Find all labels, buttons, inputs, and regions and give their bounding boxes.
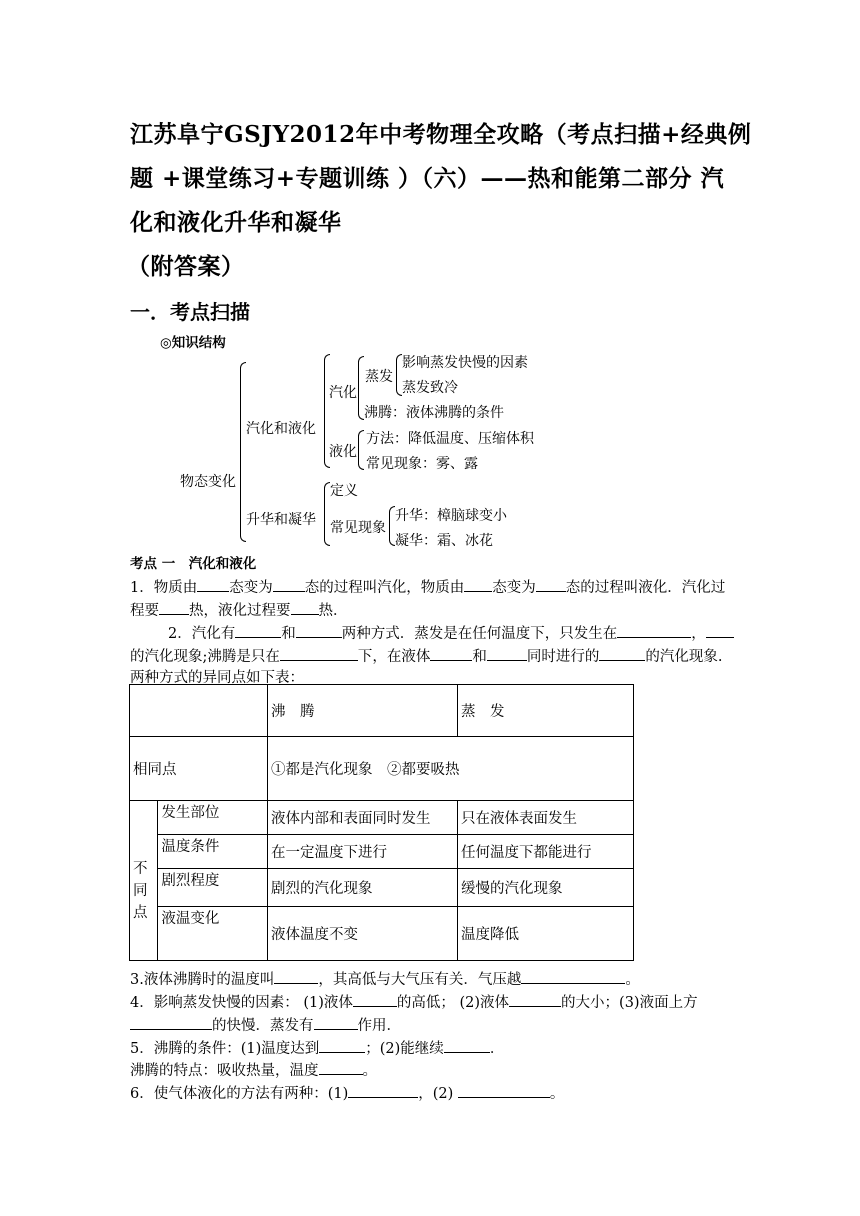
doc-title-line-2: 题 +课堂练习+专题训练 ）（六）——热和能第二部分 汽 [130, 165, 725, 192]
tree-definition: 定义 [330, 483, 358, 499]
point1-heading: 考点 一 汽化和液化 [130, 556, 257, 572]
tree-vap-liq: 汽化和液化 [246, 421, 316, 437]
blank[interactable] [599, 660, 645, 661]
table-cell: 任何温度下都能进行 [458, 835, 634, 869]
question-2-line-3: 两种方式的异同点如下表： [130, 670, 304, 686]
tree-boiling: 沸腾：液体沸腾的条件 [364, 405, 504, 421]
table-row [130, 835, 634, 869]
doc-title-line-1: 江苏阜宁GSJY2012年中考物理全攻略（考点扫描+经典例 [130, 121, 752, 148]
blank[interactable] [464, 591, 492, 592]
table-cell: 液体内部和表面同时发生 [268, 801, 458, 835]
blank[interactable] [536, 591, 566, 592]
knowledge-heading: ◎知识结构 [160, 335, 226, 351]
blank[interactable] [521, 983, 625, 984]
table-cell: 液体温度不变 [268, 907, 458, 961]
tree-deposition: 凝华：霜、冰花 [395, 533, 493, 549]
question-2-line-2: 的汽化现象;沸腾是只在 下，在液体 和 同时进行的 的汽化现象. [130, 649, 723, 665]
tree-evap-cooling: 蒸发致冷 [402, 380, 458, 396]
question-1-line-2: 程要 热，液化过程要 热． [130, 603, 348, 619]
question-2-line-1: 2．汽化有 和 两种方式．蒸发是在任何温度下，只发生在 ， [168, 622, 734, 643]
doc-title-line-3: 化和液化升华和凝华 [130, 209, 342, 236]
tree-sub-dep: 升华和凝华 [246, 512, 316, 528]
blank[interactable] [444, 1052, 490, 1053]
table-cell: 温度降低 [458, 907, 634, 961]
question-3: 3.液体沸腾时的温度叫 ，其高低与大气压有关．气压越 。 [130, 972, 640, 988]
tree-root: 物态变化 [180, 474, 236, 490]
blank[interactable] [509, 1006, 561, 1007]
table-cell: 缓慢的汽化现象 [458, 869, 634, 907]
table-row-label: 剧烈程度 [158, 869, 268, 907]
blank[interactable] [274, 983, 318, 984]
table-row [130, 737, 634, 801]
tree-evaporation: 蒸发 [365, 369, 393, 385]
question-6: 6．使气体液化的方法有两种：(1) ，(2) 。 [130, 1086, 565, 1102]
tree-common: 常见现象：雾、露 [366, 456, 478, 472]
question-4-line-2: 的快慢．蒸发有 作用． [130, 1014, 401, 1035]
blank[interactable] [235, 637, 281, 638]
blank[interactable] [319, 1074, 363, 1075]
table-cell: 只在液体表面发生 [458, 801, 634, 835]
blank[interactable] [706, 637, 734, 638]
tree-sublimation: 升华：樟脑球变小 [395, 508, 507, 524]
table-diff-label: 不 同 点 [130, 801, 158, 961]
blank[interactable] [319, 1052, 365, 1053]
table-row [130, 801, 634, 835]
blank[interactable] [430, 660, 472, 661]
blank[interactable] [130, 1029, 212, 1030]
blank[interactable] [291, 614, 319, 615]
blank[interactable] [314, 1029, 358, 1030]
blank[interactable] [353, 1006, 397, 1007]
question-5-line-2: 沸腾的特点：吸收热量，温度 。 [130, 1063, 377, 1079]
table-cell: 剧烈的汽化现象 [268, 869, 458, 907]
table-cell: 在一定温度下进行 [268, 835, 458, 869]
blank[interactable] [296, 637, 342, 638]
blank[interactable] [487, 660, 527, 661]
brace-liquefaction [358, 430, 364, 470]
table-cell [130, 685, 268, 737]
tree-liquefaction: 液化 [329, 444, 357, 460]
table-same-label: 相同点 [130, 737, 268, 801]
blank[interactable] [280, 660, 358, 661]
question-5-line-1: 5．沸腾的条件：(1)温度达到 ；(2)能继续 ． [130, 1041, 505, 1057]
table-row-label: 液温变化 [158, 907, 268, 961]
tree-common2: 常见现象 [330, 520, 386, 536]
question-4-line-1: 4．影响蒸发快慢的因素： (1)液体 的高低； (2)液体 的大小；(3)液面上方 [130, 995, 698, 1011]
tree-vaporization: 汽化 [329, 385, 357, 401]
table-row [130, 869, 634, 907]
table-row [130, 907, 634, 961]
blank[interactable] [348, 1097, 418, 1098]
blank[interactable] [458, 1097, 550, 1098]
blank[interactable] [617, 637, 691, 638]
blank[interactable] [159, 614, 189, 615]
table-row [130, 685, 634, 737]
table-header-boiling: 沸 腾 [268, 685, 458, 737]
doc-title-line-4: （附答案） [127, 253, 245, 280]
table-row-label: 发生部位 [158, 801, 268, 835]
tree-method: 方法：降低温度、压缩体积 [366, 431, 534, 447]
tree-evap-factor: 影响蒸发快慢的因素 [402, 355, 528, 371]
table-row-label: 温度条件 [158, 835, 268, 869]
table-same-value: ①都是汽化现象 ②都要吸热 [268, 737, 634, 801]
blank[interactable] [197, 591, 229, 592]
section-heading: 一．考点扫描 [130, 300, 250, 324]
blank[interactable] [273, 591, 305, 592]
comparison-table [129, 684, 634, 961]
table-header-evaporation: 蒸 发 [458, 685, 634, 737]
question-1-line-1: 1．物质由 态变为 态的过程叫汽化，物质由 态变为 态的过程叫液化．汽化过 [130, 580, 726, 596]
